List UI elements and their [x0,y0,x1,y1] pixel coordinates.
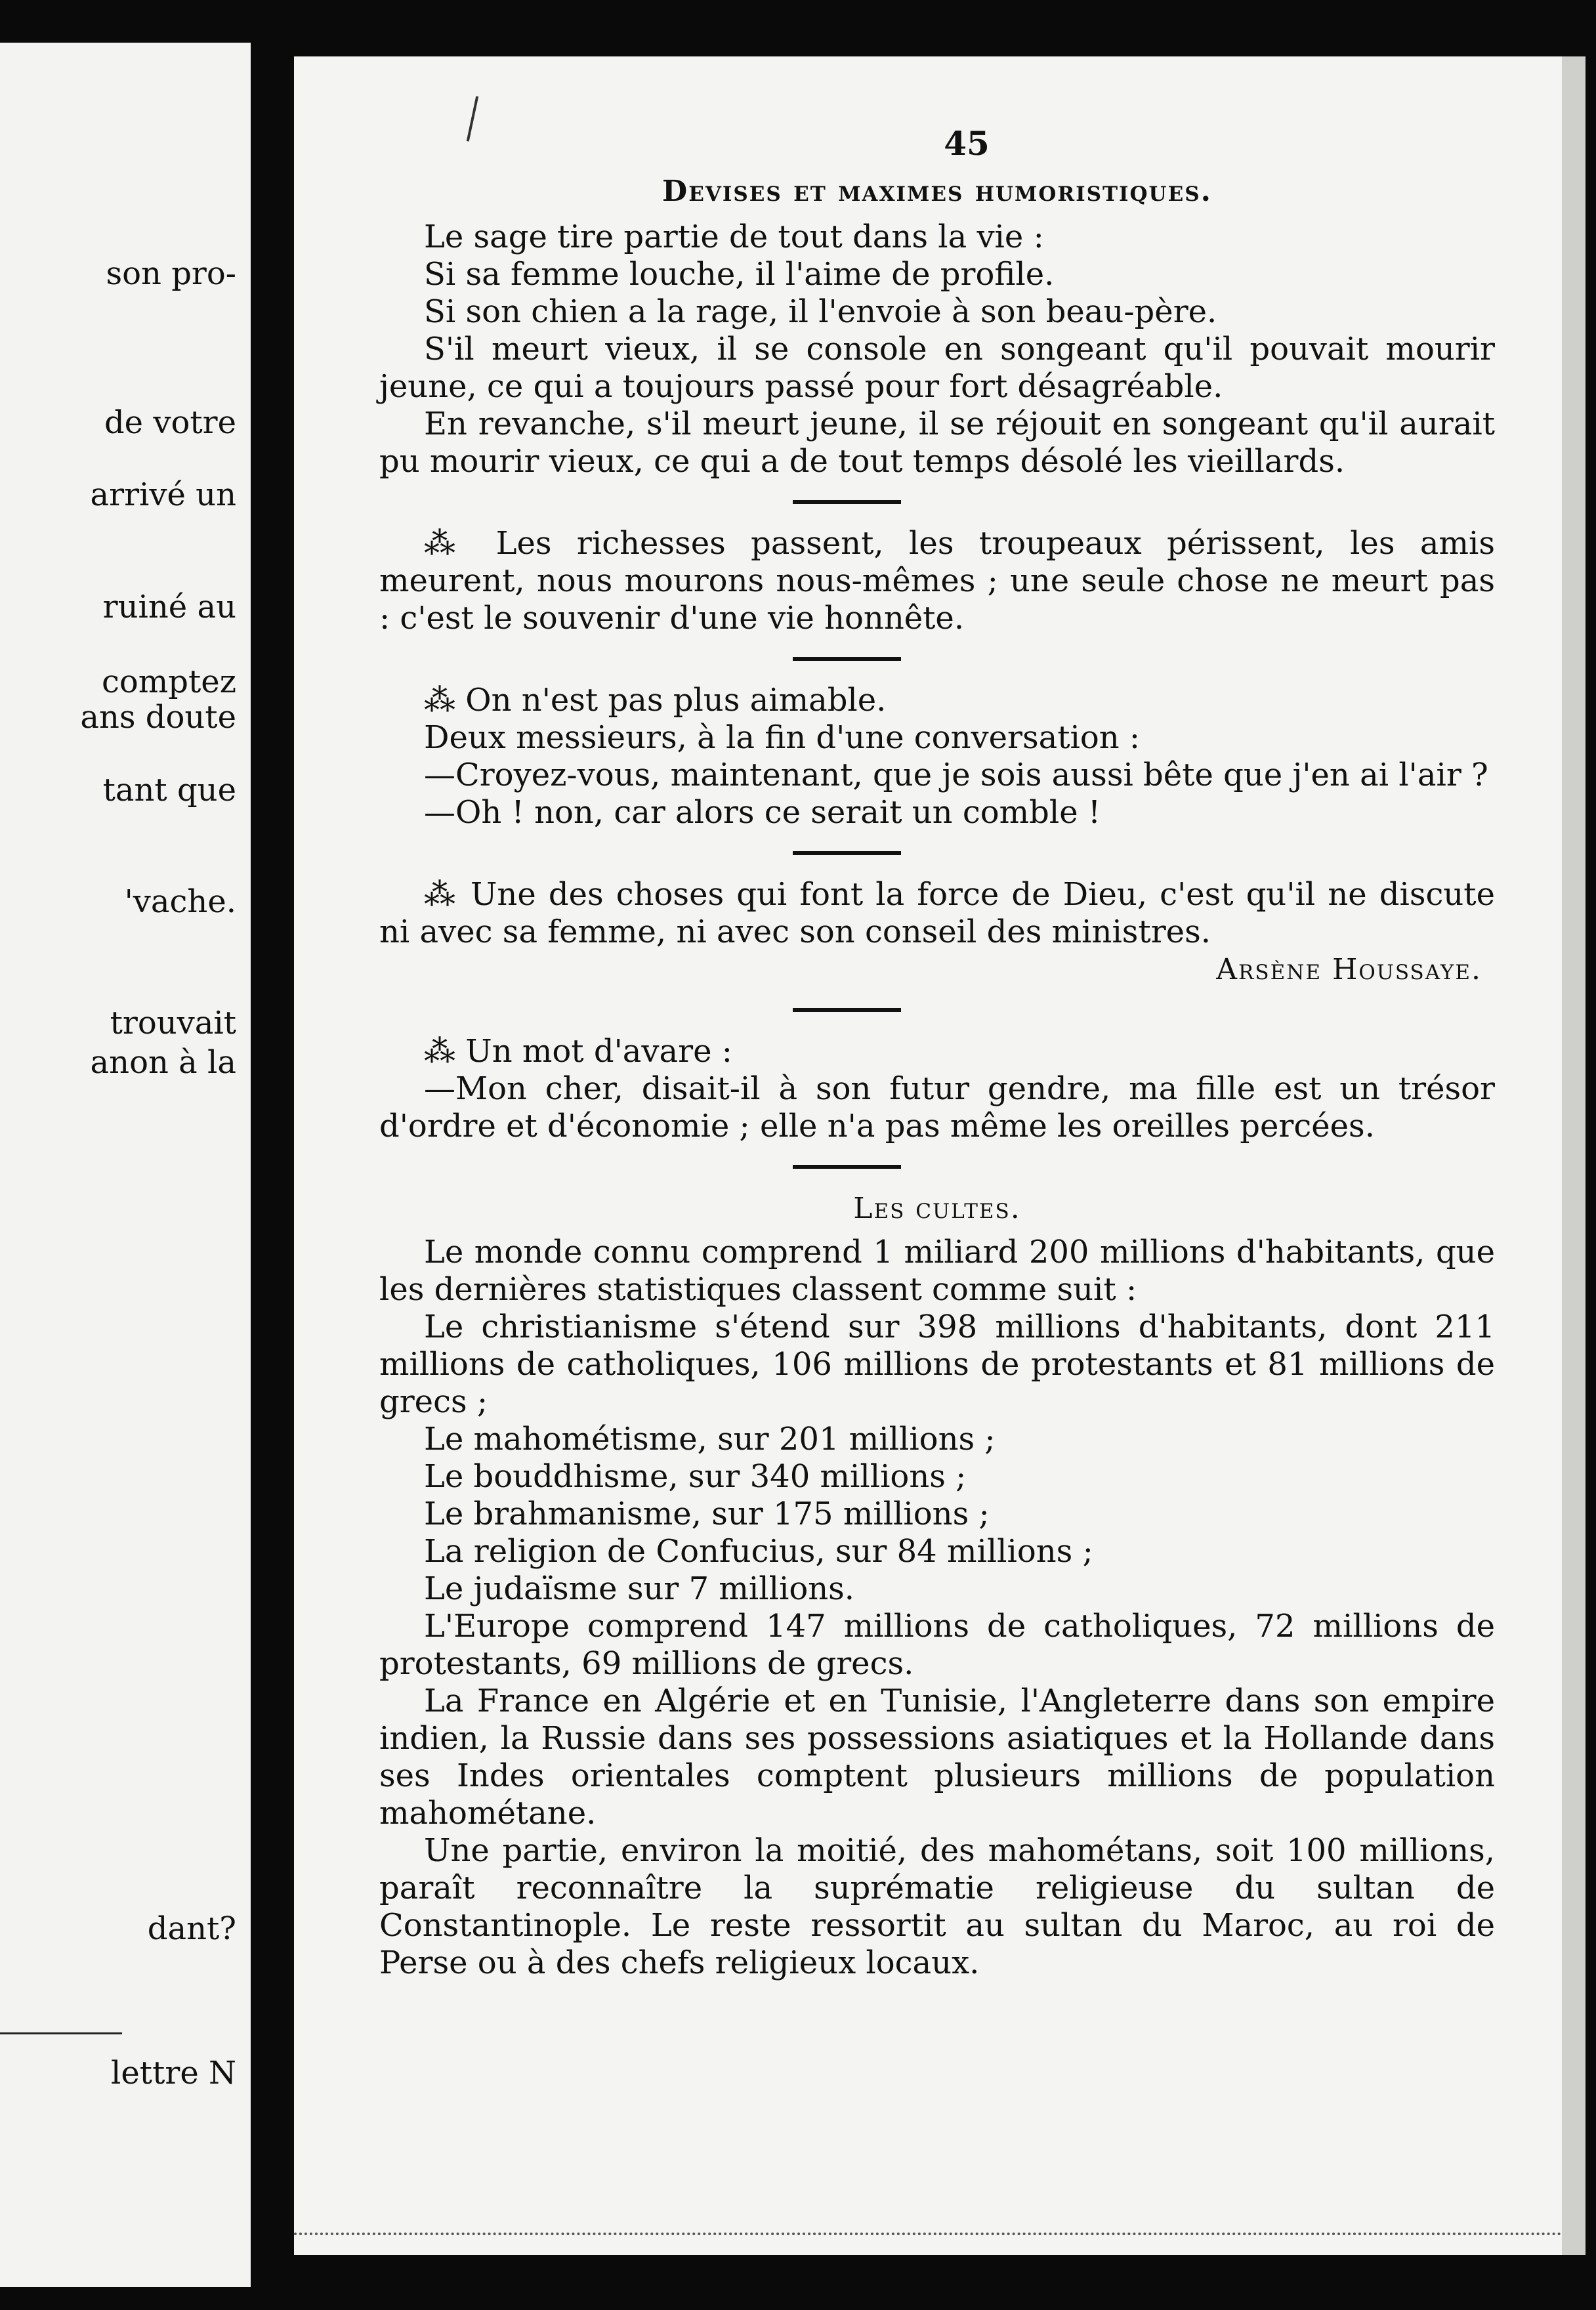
maxim-line: Deux messieurs, à la fin d'une conversation : [424,719,1141,756]
body-paragraph: Le judaïsme sur 7 millions. [424,1570,855,1607]
separator-rule [793,500,901,504]
maxim-title: ⁂ Un mot d'avare : [424,1032,732,1070]
body-paragraph: Le christianisme s'étend sur 398 millions d'habitants, dont 211 millions de catholiques, 106 millions de protestants et 81 millions de grecs ; [379,1308,1495,1420]
left-rule [0,2032,122,2034]
page-number: 45 [944,124,990,163]
separator-rule [793,657,901,661]
maxim-paragraph: ⁂ Une des choses qui font la force de Dieu, c'est qu'il ne discute ni avec sa femme, ni avec son conseil des ministres. [379,875,1495,950]
maxim-line: Si son chien a la rage, il l'envoie à son beau-père. [424,293,1217,330]
left-fragment: ans doute [80,699,236,736]
body-paragraph: Une partie, environ la moitié, des mahométans, soit 100 millions, paraît reconnaître la suprématie religieuse du sultan de Constantinople. Le reste ressortit au sultan du Maroc, au roi de Perse ou à des chefs religieux locaux. [379,1832,1495,1981]
body-paragraph: Le monde connu comprend 1 miliard 200 millions d'habitants, que les dernières statistiques classent comme suit : [379,1233,1495,1308]
left-page [0,43,251,2287]
section-heading: Devises et maximes humoristiques. [662,175,1212,208]
left-fragment: comptez [101,663,236,700]
page-edge [1562,56,1586,2255]
separator-rule [793,1165,901,1169]
maxim-line: S'il meurt vieux, il se console en songeant qu'il pouvait mourir jeune, ce qui a toujours passé pour fort désagréable. [379,330,1495,405]
left-fragment: tant que [102,772,236,808]
body-paragraph: Le mahométisme, sur 201 millions ; [424,1420,996,1458]
maxim-line: —Oh ! non, car alors ce serait un comble ! [424,793,1101,831]
left-fragment: arrivé un [90,476,236,513]
body-paragraph: La France en Algérie et en Tunisie, l'Angleterre dans son empire indien, la Russie dans ses possessions asiatiques et la Hollande dans ses Indes orientales comptent plusieurs millions de population mahométane. [379,1682,1495,1832]
body-paragraph: La religion de Confucius, sur 84 millions ; [424,1532,1093,1570]
subsection-heading: Les cultes. [853,1191,1021,1225]
maxim-line: Si sa femme louche, il l'aime de profile. [424,255,1055,293]
right-page [294,56,1562,2255]
maxim-line: En revanche, s'il meurt jeune, il se réjouit en songeant qu'il aurait pu mourir vieux, ce qui a de tout temps désolé les vieillards. [379,405,1495,480]
maxim-line: Le sage tire partie de tout dans la vie : [424,218,1044,255]
maxim-title: ⁂ On n'est pas plus aimable. [424,681,887,719]
body-paragraph: Le brahmanisme, sur 175 millions ; [424,1495,990,1532]
maxim-paragraph: ⁂ Les richesses passent, les troupeaux périssent, les amis meurent, nous mourons nous-mêmes ; une seule chose ne meurt pas : c'est le souvenir d'une vie honnête. [379,524,1495,637]
left-fragment: ruiné au [102,589,236,625]
separator-rule [793,1008,901,1012]
left-fragment: de votre [104,404,236,441]
maxim-line: —Croyez-vous, maintenant, que je sois aussi bête que j'en ai l'air ? [424,756,1488,793]
left-fragment: dant? [147,1910,236,1947]
left-fragment: trouvait [110,1005,236,1041]
book-gutter [251,0,294,2310]
left-fragment: 'vache. [124,883,236,920]
body-paragraph: Le bouddhisme, sur 340 millions ; [424,1458,967,1495]
left-fragment: son pro- [106,255,236,292]
maxim-line: —Mon cher, disait-il à son futur gendre, ma fille est un trésor d'ordre et d'économie ; elle n'a pas même les oreilles percées. [379,1070,1495,1144]
bottom-edge-rule [294,2233,1562,2235]
page-content [379,124,1495,1982]
left-fragment: anon à la [90,1044,236,1081]
left-fragment: lettre N [111,2055,236,2091]
author-signature: Arsène Houssaye. [1216,952,1482,986]
separator-rule [793,851,901,855]
body-paragraph: L'Europe comprend 147 millions de catholiques, 72 millions de protestants, 69 millions de grecs. [379,1607,1495,1682]
